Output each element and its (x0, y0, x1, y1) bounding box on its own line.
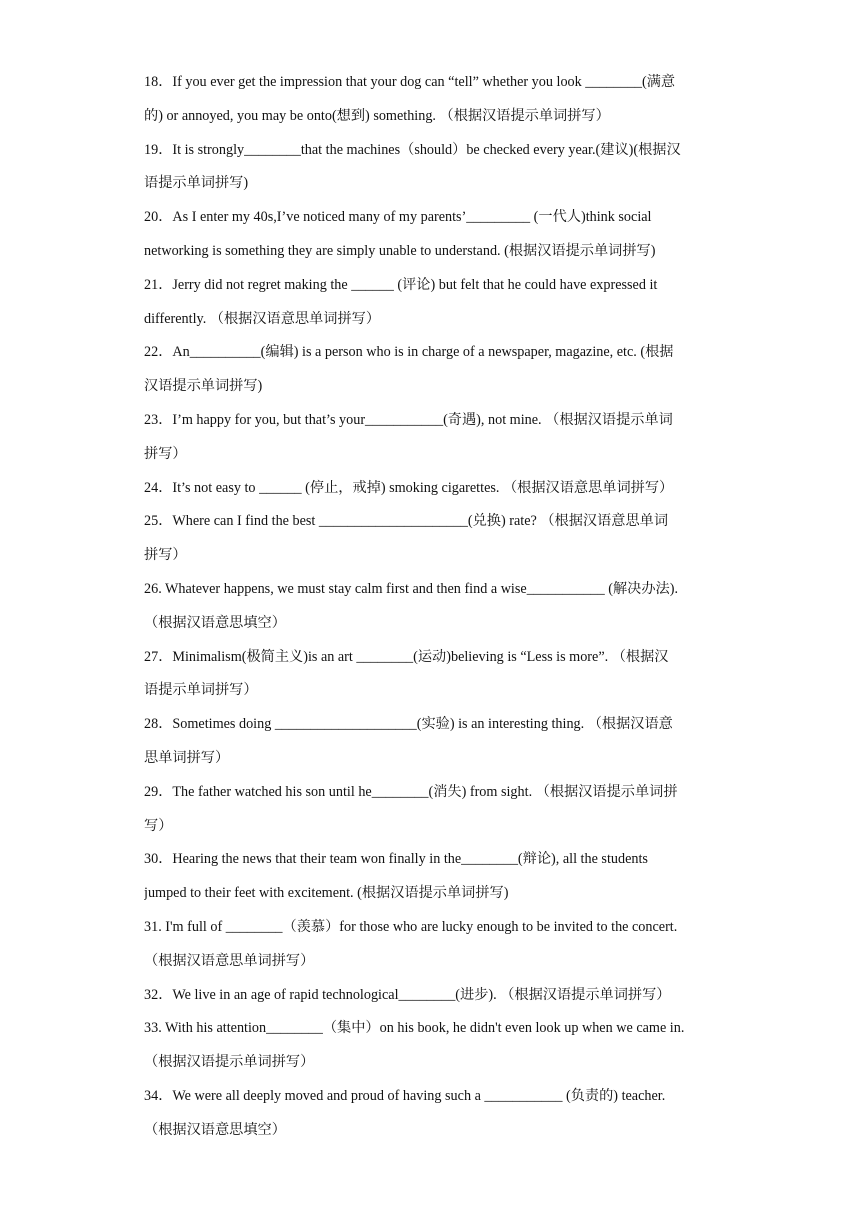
question-text-line: 30．Hearing the news that their team won finally in the________(辩论), all the students (144, 851, 648, 868)
question-text-line: 23．I’m happy for you, but that’s your___________(奇遇), not mine. （根据汉语提示单词 (144, 411, 673, 428)
question-22 (144, 336, 718, 404)
question-text-line: jumped to their feet with excitement. (根据汉语提示单词拼写) (144, 885, 509, 902)
question-25 (144, 505, 718, 573)
question-text-line: 拼写） (144, 547, 187, 564)
question-text-line: differently. （根据汉语意思单词拼写） (144, 310, 381, 327)
question-text-line: 34．We were all deeply moved and proud of having such a ___________ (负责的) teacher. (144, 1087, 666, 1104)
question-text-line: （根据汉语意思填空） (144, 1121, 286, 1138)
question-text-line: 19．It is strongly________that the machines（should）be checked every year.(建议)(根据汉 (144, 141, 681, 158)
question-26 (144, 573, 718, 641)
question-33 (144, 1012, 718, 1080)
question-29 (144, 776, 718, 844)
question-text-line: 24．It’s not easy to ______ (停止，戒掉) smoking cigarettes. （根据汉语意思单词拼写） (144, 479, 674, 496)
question-28 (144, 708, 718, 776)
question-text-line: 18．If you ever get the impression that your dog can “tell” whether you look ________(满意 (144, 74, 676, 90)
question-text-line: 的) or annoyed, you may be onto(想到) something. （根据汉语提示单词拼写） (144, 107, 610, 124)
question-text-line: 26. Whatever happens, we must stay calm first and then find a wise___________ (解决办法). (144, 580, 679, 597)
question-31 (144, 911, 718, 979)
question-20 (144, 201, 718, 269)
question-text-line: 汉语提示单词拼写) (144, 378, 263, 395)
question-text-line: 25．Where can I find the best _____________________(兑换) rate? （根据汉语意思单词 (144, 513, 669, 530)
question-text-line: 31. I'm full of ________（羡慕）for those who are lucky enough to be invited to the concert. (144, 918, 678, 935)
question-30 (144, 843, 718, 911)
question-text-line: networking is something they are simply unable to understand. (根据汉语提示单词拼写) (144, 242, 656, 259)
question-text-line: 33. With his attention________（集中）on his book, he didn't even look up when we came in. (144, 1020, 685, 1037)
question-21 (144, 269, 718, 337)
question-text-line: 27．Minimalism(极简主义)is an art ________(运动)believing is “Less is more”. （根据汉 (144, 648, 669, 665)
question-32 (144, 979, 718, 1013)
question-text-line: 20．As I enter my 40s,I’ve noticed many of my parents’_________ (一代人)think social (144, 209, 652, 226)
question-27 (144, 641, 718, 709)
question-text-line: （根据汉语意思单词拼写） (144, 952, 315, 969)
question-text-line: 28．Sometimes doing ____________________(实验) is an interesting thing. （根据汉语意 (144, 716, 673, 733)
question-text-line: 拼写） (144, 445, 187, 462)
question-text-line: 语提示单词拼写) (144, 175, 249, 192)
question-text-line: （根据汉语意思填空） (144, 614, 286, 631)
question-text-line: （根据汉语提示单词拼写） (144, 1054, 315, 1071)
question-34 (144, 1080, 718, 1148)
question-18 (144, 66, 718, 134)
question-23 (144, 404, 718, 472)
question-list (144, 66, 718, 1148)
question-24 (144, 472, 718, 506)
question-text-line: 22．An__________(编辑) is a person who is in charge of a newspaper, magazine, etc. (根据 (144, 344, 674, 361)
question-text-line: 写） (144, 817, 173, 834)
question-text-line: 思单词拼写） (144, 749, 230, 766)
question-text-line: 语提示单词拼写） (144, 682, 258, 699)
question-text-line: 21．Jerry did not regret making the ______ (评论) but felt that he could have expressed it (144, 276, 658, 293)
question-19 (144, 134, 718, 202)
question-text-line: 32．We live in an age of rapid technological________(进步). （根据汉语提示单词拼写） (144, 986, 671, 1003)
question-text-line: 29．The father watched his son until he________(消失) from sight. （根据汉语提示单词拼 (144, 783, 678, 800)
